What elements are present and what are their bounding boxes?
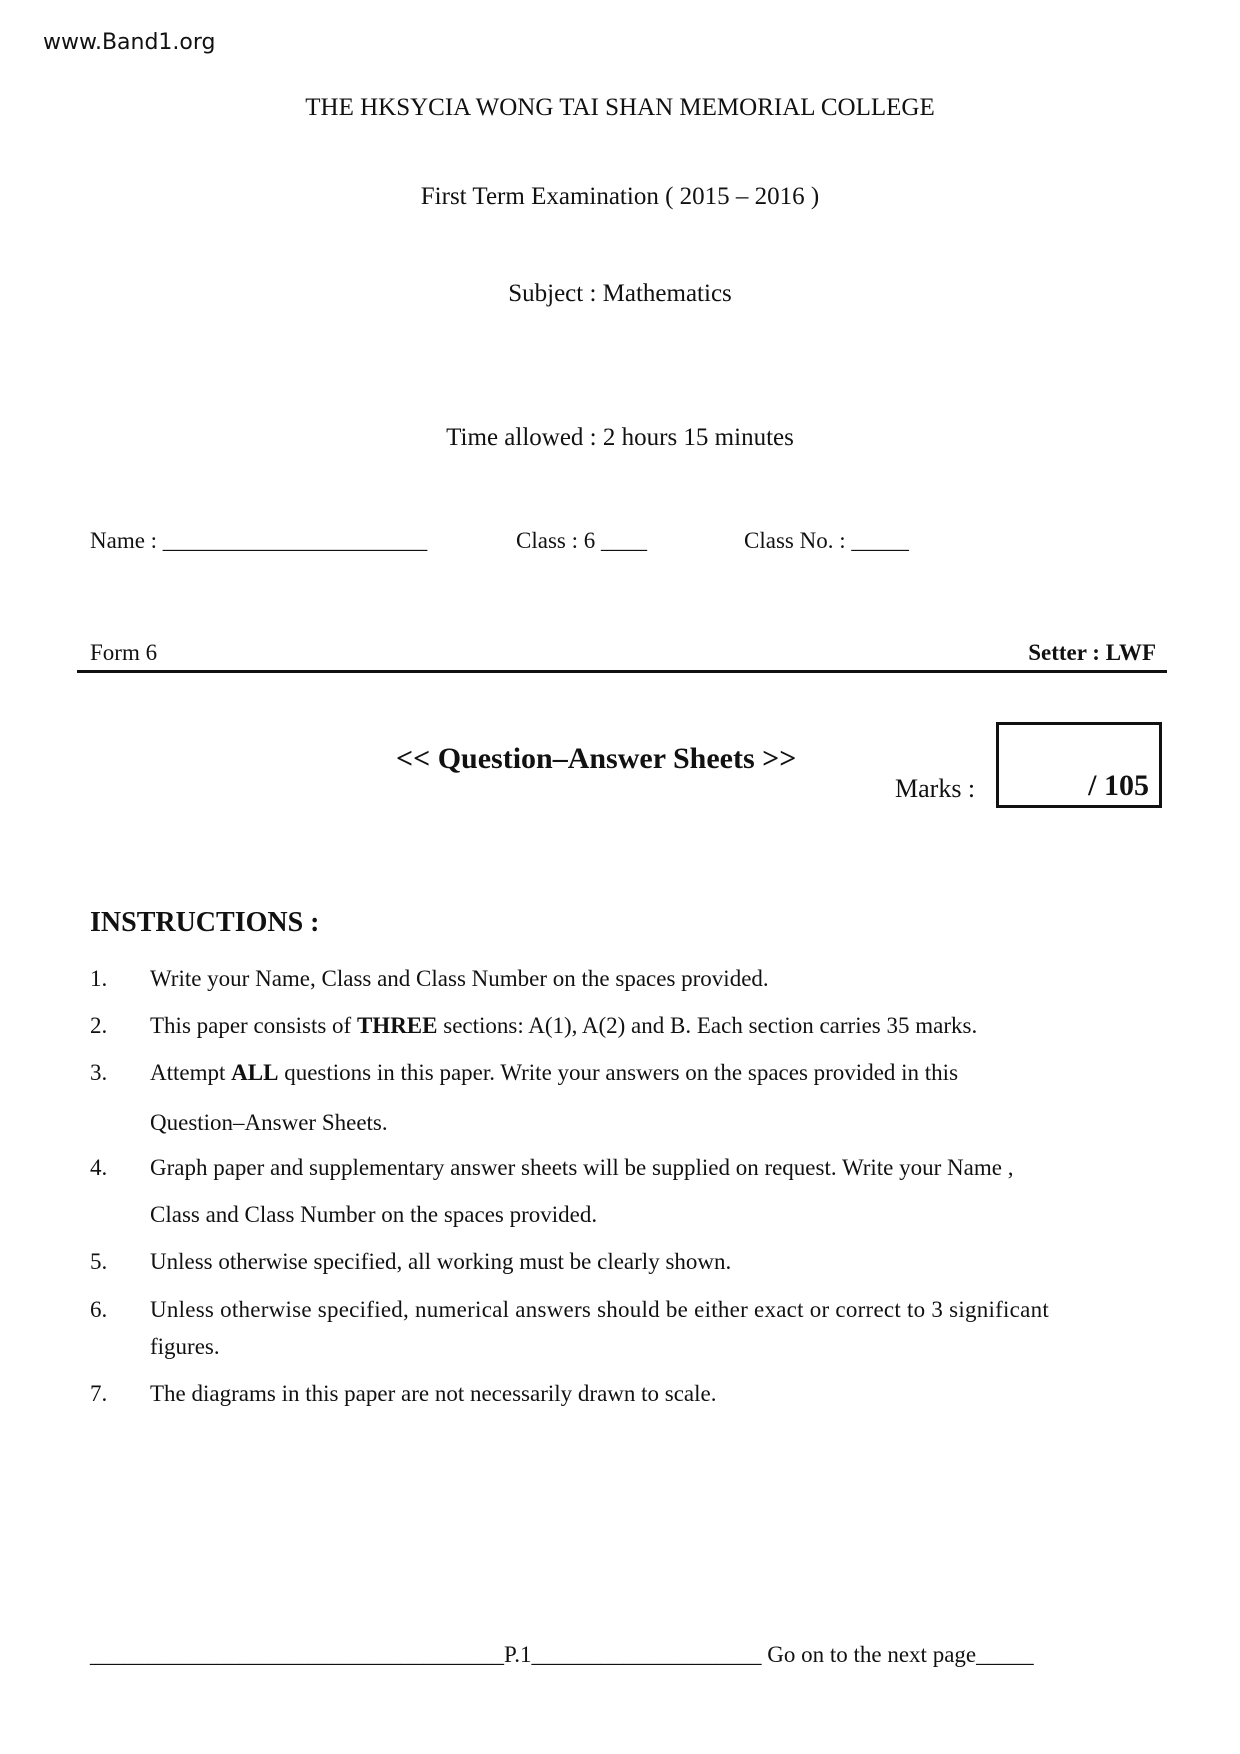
item-number: 5. <box>90 1249 108 1274</box>
item-number: 7. <box>90 1381 108 1406</box>
sheet-title: << Question–Answer Sheets >> <box>396 742 797 775</box>
form-label: Form 6 <box>90 640 158 665</box>
instruction-text: figures. <box>150 1334 220 1359</box>
text: questions in this paper. Write your answers on the spaces provided in this <box>278 1060 959 1085</box>
text: Attempt <box>150 1060 232 1085</box>
instructions-title: INSTRUCTIONS : <box>90 907 320 938</box>
time-allowed: Time allowed : 2 hours 15 minutes <box>446 424 794 451</box>
instruction-text: The diagrams in this paper are not necessarily drawn to scale. <box>150 1381 717 1406</box>
item-number: 2. <box>90 1013 108 1038</box>
instruction-text: Question–Answer Sheets. <box>150 1110 388 1135</box>
item-number: 3. <box>90 1060 108 1085</box>
name-field[interactable]: Name : _______________________ <box>90 528 428 553</box>
exam-title: First Term Examination ( 2015 – 2016 ) <box>420 183 820 210</box>
instruction-text: Write your Name, Class and Class Number on the spaces provided. <box>150 966 769 991</box>
emphasis: THREE <box>356 1013 438 1038</box>
instruction-text: Unless otherwise specified, numerical answers should be either exact or correct to 3 significant <box>150 1297 1049 1322</box>
instruction-text <box>150 1060 958 1086</box>
item-number: 1. <box>90 966 108 991</box>
text: sections: A(1), A(2) and B. Each section carries 35 marks. <box>437 1013 978 1038</box>
marks-box <box>996 722 1162 808</box>
instruction-text: Graph paper and supplementary answer sheets will be supplied on request. Write your Name , <box>150 1155 1014 1180</box>
emphasis: ALL <box>231 1060 279 1085</box>
instruction-text: Class and Class Number on the spaces provided. <box>150 1202 598 1227</box>
divider <box>77 670 1167 673</box>
marks-label: Marks : <box>895 774 976 803</box>
marks-total: / 105 <box>1088 769 1149 802</box>
instruction-text: Unless otherwise specified, all working must be clearly shown. <box>150 1249 732 1274</box>
setter-label: Setter : LWF <box>1028 640 1156 665</box>
class-no-field[interactable]: Class No. : _____ <box>744 528 909 553</box>
instruction-text <box>150 1013 977 1039</box>
item-number: 4. <box>90 1155 108 1180</box>
footer: ____________________________________P.1____________________ Go on to the next page_____ <box>90 1642 1034 1667</box>
school-name: THE HKSYCIA WONG TAI SHAN MEMORIAL COLLEGE <box>305 94 935 121</box>
class-field[interactable]: Class : 6 ____ <box>516 528 647 553</box>
item-number: 6. <box>90 1297 108 1322</box>
text: This paper consists of <box>150 1013 357 1038</box>
subject: Subject : Mathematics <box>508 280 732 307</box>
watermark: www.Band1.org <box>43 30 216 55</box>
